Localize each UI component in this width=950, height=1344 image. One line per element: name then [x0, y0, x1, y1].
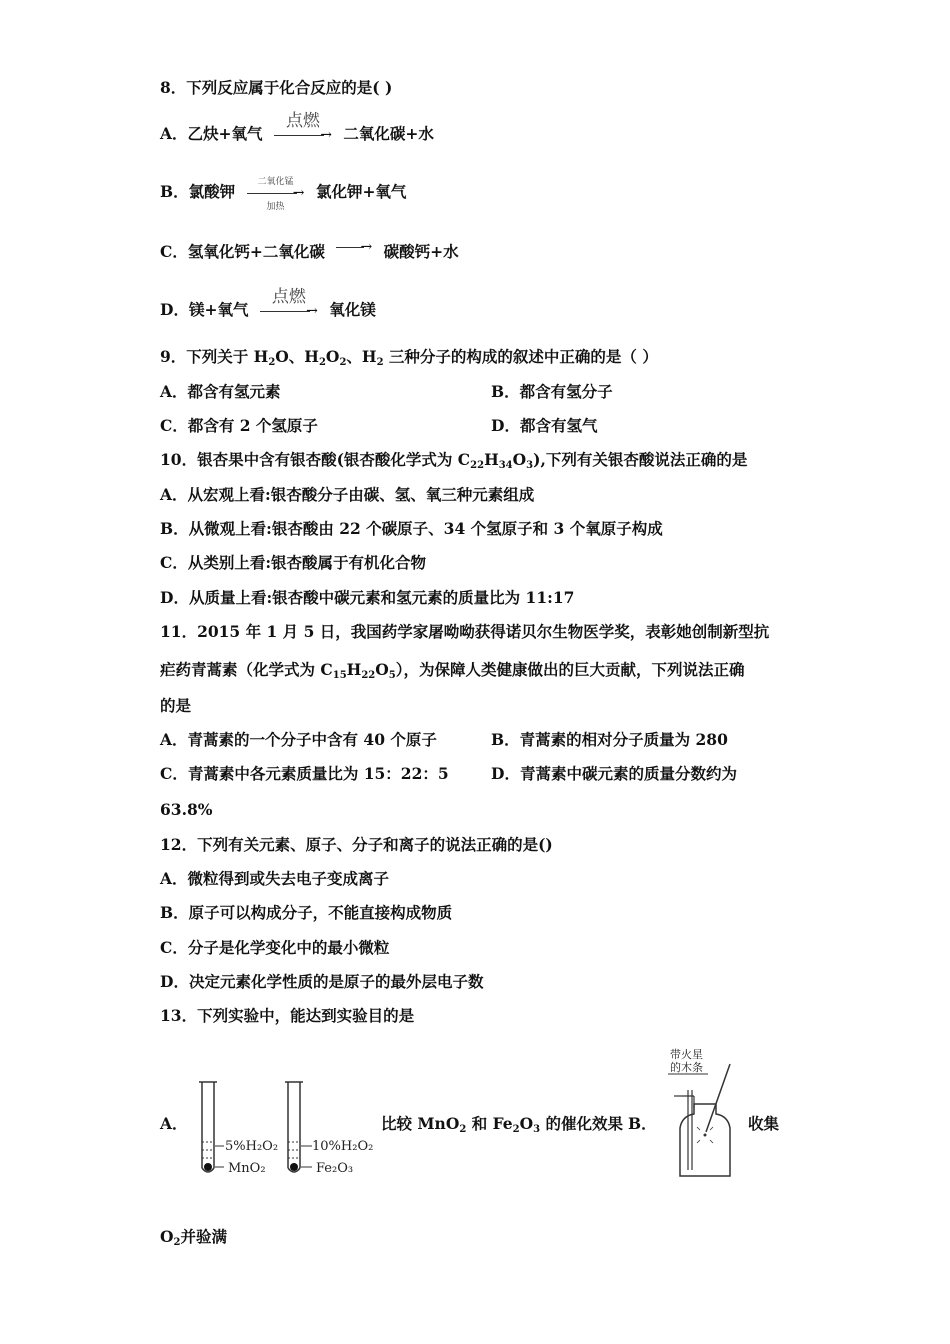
q10-stem-part: H	[484, 450, 499, 469]
q12-option-c: C．分子是化学变化中的最小微粒	[160, 938, 390, 957]
q13-option-a-label: A．	[160, 1114, 188, 1133]
q8-b-label: B．	[160, 182, 189, 201]
subscript: 2	[459, 1124, 467, 1135]
subscript: 5	[388, 670, 396, 681]
q11-stem-part: 疟药青蒿素（化学式为 C	[160, 660, 333, 679]
q13-b-cont-part: O	[160, 1227, 174, 1246]
arrow-head-icon: →	[320, 127, 332, 143]
q8-c-left: 氢氧化钙+二氧化碳	[187, 242, 325, 261]
reaction-arrow	[258, 287, 320, 321]
q9-stem-part: O、H	[275, 347, 319, 366]
glowing-spark-icon	[697, 1127, 713, 1143]
q12-option-d: D．决定元素化学性质的是原子的最外层电子数	[160, 972, 484, 991]
subscript: 22	[361, 670, 376, 681]
q8-option-d	[160, 287, 376, 321]
q8-d-left: 镁+氧气	[188, 300, 249, 319]
q10-stem	[160, 450, 747, 476]
q13-a-text-part: 的催化效果	[540, 1114, 623, 1133]
q8-d-right: 氧化镁	[329, 300, 376, 319]
arrow-head-icon: →	[292, 185, 305, 201]
test-tube-1	[199, 1082, 224, 1172]
test-tube-2	[285, 1082, 312, 1172]
test-tubes-figure	[192, 1078, 382, 1182]
q13-a-text-part: 比较 MnO	[381, 1114, 460, 1133]
q8-option-c	[160, 239, 459, 263]
q8-b-right: 氯化钾+氧气	[315, 182, 407, 201]
q9-option-a: A．都含有氢元素	[160, 382, 281, 401]
q9-stem-part: 三种分子的构成的叙述中正确的是（ ）	[383, 347, 658, 366]
subscript: 2	[339, 357, 347, 368]
q13-b-cont-part: 并验满	[180, 1227, 227, 1246]
subscript: 2	[512, 1124, 520, 1135]
q13-option-b-label: B．	[628, 1114, 657, 1133]
q8-d-label: D．	[160, 300, 189, 319]
q8-d-condition: 点燃	[271, 287, 306, 307]
splint-label-line2: 的木条	[670, 1061, 703, 1074]
q8-c-right: 碳酸钙+水	[383, 242, 459, 261]
tube2-solid-label: Fe₂O₃	[316, 1161, 354, 1176]
q8-a-label: A．	[160, 124, 188, 143]
q11-stem-line3: 的是	[160, 696, 192, 715]
q13-a-text-part: 和 Fe	[466, 1114, 513, 1133]
q11-stem-part: ），为保障人类健康做出的巨大贡献，下列说法正确	[395, 660, 745, 679]
q8-stem: 8．下列反应属于化合反应的是( )	[160, 78, 393, 97]
q8-b-left: 氯酸钾	[188, 182, 236, 201]
q9-stem	[160, 347, 658, 373]
wooden-splint	[706, 1064, 730, 1132]
subscript: 15	[332, 670, 347, 681]
q9-option-d: D．都含有氢气	[491, 416, 598, 435]
q13-option-b-text: 收集	[748, 1114, 780, 1133]
gas-collection-figure	[664, 1046, 744, 1182]
tube1-liquid-label: 5%H₂O₂	[225, 1139, 279, 1154]
tube2-liquid-label: 10%H₂O₂	[312, 1139, 374, 1154]
subscript: 22	[470, 460, 485, 471]
subscript: 2	[173, 1237, 181, 1248]
tube1-solid-label: MnO₂	[228, 1161, 266, 1176]
q10-stem-part: ),下列有关银杏酸说法正确的是	[533, 450, 748, 469]
q8-a-left: 乙炔+氧气	[187, 124, 263, 143]
q8-a-condition: 点燃	[285, 111, 320, 131]
q11-option-c: C．青蒿素中各元素质量比为 15：22：5	[160, 764, 449, 783]
q8-a-right: 二氧化碳+水	[343, 124, 434, 143]
q11-option-d: D．青蒿素中碳元素的质量分数约为	[491, 764, 737, 783]
q9-option-b: B．都含有氢分子	[491, 382, 613, 401]
q11-option-d-continued: 63.8%	[160, 800, 213, 819]
q8-c-label: C．	[160, 242, 188, 261]
q13-a-text-part: O	[519, 1114, 534, 1133]
q13-option-a-text	[381, 1114, 623, 1140]
q10-stem-part: O	[512, 450, 527, 469]
q8-option-b	[160, 177, 407, 212]
q13-stem: 13．下列实验中，能达到实验目的是	[160, 1006, 415, 1025]
q9-stem-part: 、H	[346, 347, 377, 366]
q11-stem-line2	[160, 660, 744, 686]
q13-option-b-continued	[160, 1227, 227, 1253]
q10-stem-part: 10．银杏果中含有银杏酸(银杏酸化学式为 C	[160, 450, 471, 469]
q10-option-b: B．从微观上看:银杏酸由 22 个碳原子、34 个氢原子和 3 个氧原子构成	[160, 519, 663, 538]
reaction-arrow	[272, 111, 334, 145]
q8-b-condition-top: 二氧化锰	[257, 177, 294, 187]
subscript: 2	[376, 357, 384, 368]
subscript: 34	[498, 460, 513, 471]
q11-option-a: A．青蒿素的一个分子中含有 40 个原子	[160, 730, 437, 749]
q9-option-c: C．都含有 2 个氢原子	[160, 416, 318, 435]
subscript: 3	[526, 460, 534, 471]
q8-option-a	[160, 111, 434, 145]
q12-stem: 12．下列有关元素、原子、分子和离子的说法正确的是()	[160, 835, 553, 854]
reaction-arrow	[245, 177, 307, 212]
arrow-head-icon: →	[306, 303, 318, 319]
reaction-arrow	[334, 239, 374, 263]
q9-stem-part: O	[325, 347, 340, 366]
subscript: 2	[318, 357, 326, 368]
q10-option-d: D．从质量上看:银杏酸中碳元素和氢元素的质量比为 11:17	[160, 588, 575, 607]
q9-stem-part: 9．下列关于 H	[160, 347, 269, 366]
q11-option-b: B．青蒿素的相对分子质量为 280	[491, 730, 728, 749]
q11-stem-line1: 11．2015 年 1 月 5 日，我国药学家屠呦呦获得诺贝尔生物医学奖，表彰她创制新型抗	[160, 622, 770, 641]
arrow-head-icon: →	[360, 239, 373, 255]
splint-label-line1: 带火星	[670, 1048, 703, 1061]
q10-option-c: C．从类别上看:银杏酸属于有机化合物	[160, 553, 427, 572]
subscript: 3	[533, 1124, 541, 1135]
q11-stem-part: O	[375, 660, 389, 679]
q10-option-a: A．从宏观上看:银杏酸分子由碳、氢、氧三种元素组成	[160, 485, 535, 504]
q12-option-b: B．原子可以构成分子，不能直接构成物质	[160, 903, 453, 922]
q12-option-a: A．微粒得到或失去电子变成离子	[160, 869, 390, 888]
q11-stem-part: H	[346, 660, 362, 679]
q8-b-condition-bottom: 加热	[266, 202, 285, 212]
subscript: 2	[268, 357, 276, 368]
